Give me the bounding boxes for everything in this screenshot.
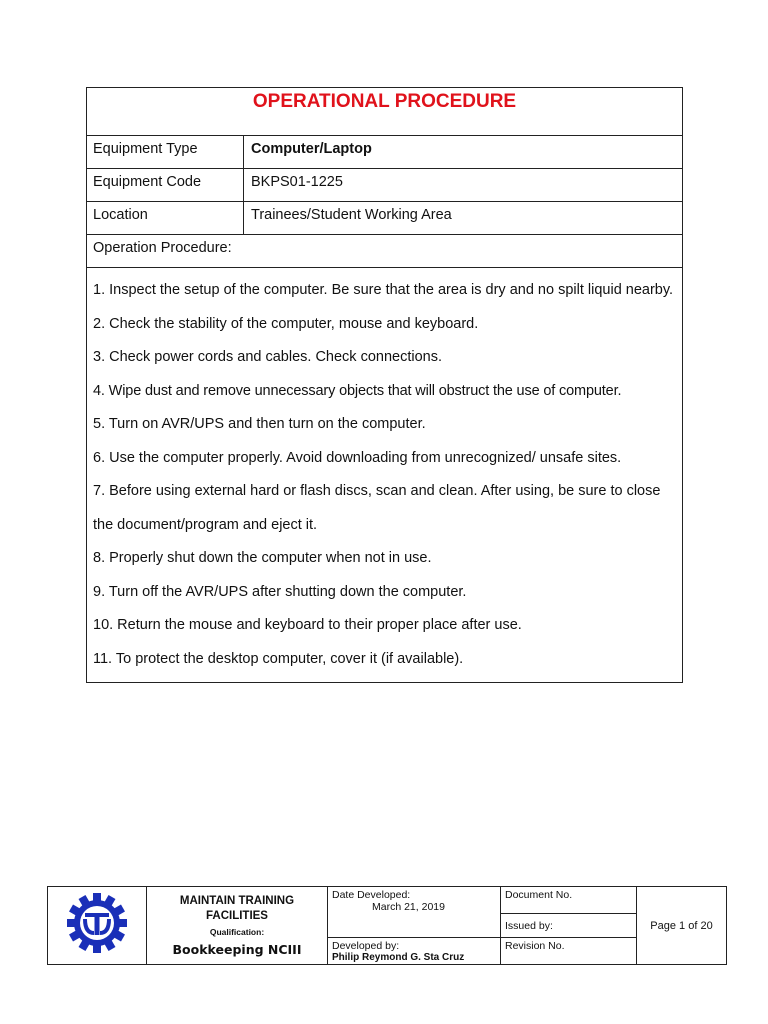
operation-procedure-heading: Operation Procedure:	[87, 235, 683, 268]
qualification-title: MAINTAIN TRAINING FACILITIES	[179, 895, 295, 922]
logo-cell	[48, 887, 147, 965]
field-value: Computer/Laptop	[244, 136, 683, 169]
procedure-step: 2. Check the stability of the computer, mouse and keyboard.	[93, 315, 479, 332]
developed-by-label: Developed by:	[332, 939, 400, 952]
operational-procedure-table	[86, 87, 683, 683]
date-developed-cell	[328, 887, 501, 938]
tesda-gear-logo-icon	[65, 892, 129, 954]
date-developed-value: March 21, 2019	[372, 901, 445, 913]
procedure-step: 9. Turn off the AVR/UPS after shutting down the computer.	[93, 583, 467, 600]
procedure-step: 7. Before using external hard or flash discs, scan and clean. After using, be sure to close the document/program and eject it.	[93, 483, 661, 533]
page-number: Page 1 of 20	[637, 887, 727, 965]
date-developed-label: Date Developed:	[332, 889, 411, 901]
qualification-cell	[147, 887, 328, 965]
developed-by-cell	[328, 937, 501, 964]
field-row-location	[87, 202, 683, 235]
procedure-step: 6. Use the computer properly. Avoid downloading from unrecognized/ unsafe sites.	[93, 449, 622, 466]
developed-by-value: Philip Reymond G. Sta Cruz	[332, 951, 465, 963]
procedure-step: 4. Wipe dust and remove unnecessary objects that will obstruct the use of computer.	[93, 382, 622, 399]
procedure-step: 1. Inspect the setup of the computer. Be sure that the area is dry and no spilt liquid nearby.	[93, 282, 674, 298]
field-row-equipment-type	[87, 136, 683, 169]
document-title: OPERATIONAL PROCEDURE	[87, 88, 683, 136]
qualification-value: Bookkeeping NCIII	[172, 942, 302, 957]
procedure-steps	[87, 268, 683, 683]
procedure-step: 11. To protect the desktop computer, cover it (if available).	[93, 650, 464, 667]
field-value: BKPS01-1225	[244, 169, 683, 202]
document-footer	[47, 886, 727, 965]
procedure-step: 5. Turn on AVR/UPS and then turn on the computer.	[93, 416, 426, 432]
procedure-step: 10. Return the mouse and keyboard to their proper place after use.	[93, 617, 522, 633]
document-no-label: Document No.	[501, 887, 637, 914]
field-value: Trainees/Student Working Area	[244, 202, 683, 235]
procedure-step: 3. Check power cords and cables. Check connections.	[93, 349, 442, 365]
revision-no-label: Revision No.	[501, 937, 637, 964]
procedure-step: 8. Properly shut down the computer when not in use.	[93, 550, 432, 566]
issued-by-label: Issued by:	[501, 914, 637, 937]
field-label: Equipment Code	[87, 169, 244, 202]
field-label: Location	[87, 202, 244, 235]
field-label: Equipment Type	[87, 136, 244, 169]
field-row-equipment-code	[87, 169, 683, 202]
qualification-label: Qualification:	[209, 927, 265, 937]
